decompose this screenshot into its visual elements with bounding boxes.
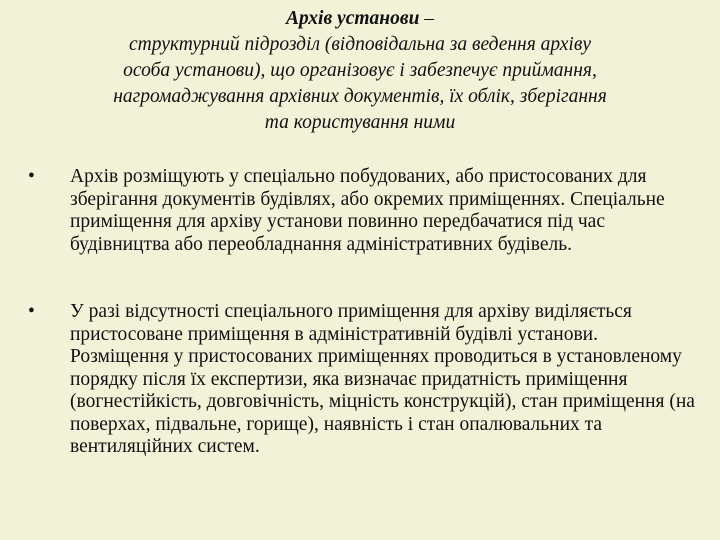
definition-dash: – (424, 8, 435, 29)
bullet-text: Архів розміщують у спеціально побудованих, або пристосованих для зберігання документів будівлях, або окремих приміщеннях. Спеціальне приміщення для архіву установи повинно передбачатися під час будівництва або переобладнання адміністративних будівель. (70, 166, 665, 255)
definition-block (40, 6, 680, 136)
bullet-item (24, 166, 696, 256)
bullet-list (24, 166, 696, 459)
bullet-item (24, 301, 696, 459)
page-title: Архів установи (285, 8, 420, 29)
definition-line-3: особа установи), що організовує і забезпечує приймання, (123, 60, 597, 81)
definition-line-2: структурний підрозділ (відповідальна за ведення архіву (129, 34, 591, 55)
definition-line-5: та користування ними (264, 112, 456, 133)
definition-line-1 (40, 6, 680, 32)
bullet-marker: • (28, 301, 35, 322)
bullet-text: У разі відсутності спеціального приміщення для архіву виділяється пристосоване приміщення в адміністративній будівлі установи. Розміщення у пристосованих приміщеннях проводиться в установленому порядку після їх експертизи, яка визначає придатність приміщення (вогнестійкість, довговічність, міцність конструкцій), стан приміщення (на поверхах, підвальне, горище), наявність і стан опалювальних та вентиляційних систем. (70, 301, 695, 457)
bullet-marker: • (28, 166, 35, 187)
definition-line-4: нагромаджування архівних документів, їх облік, зберігання (113, 86, 607, 107)
